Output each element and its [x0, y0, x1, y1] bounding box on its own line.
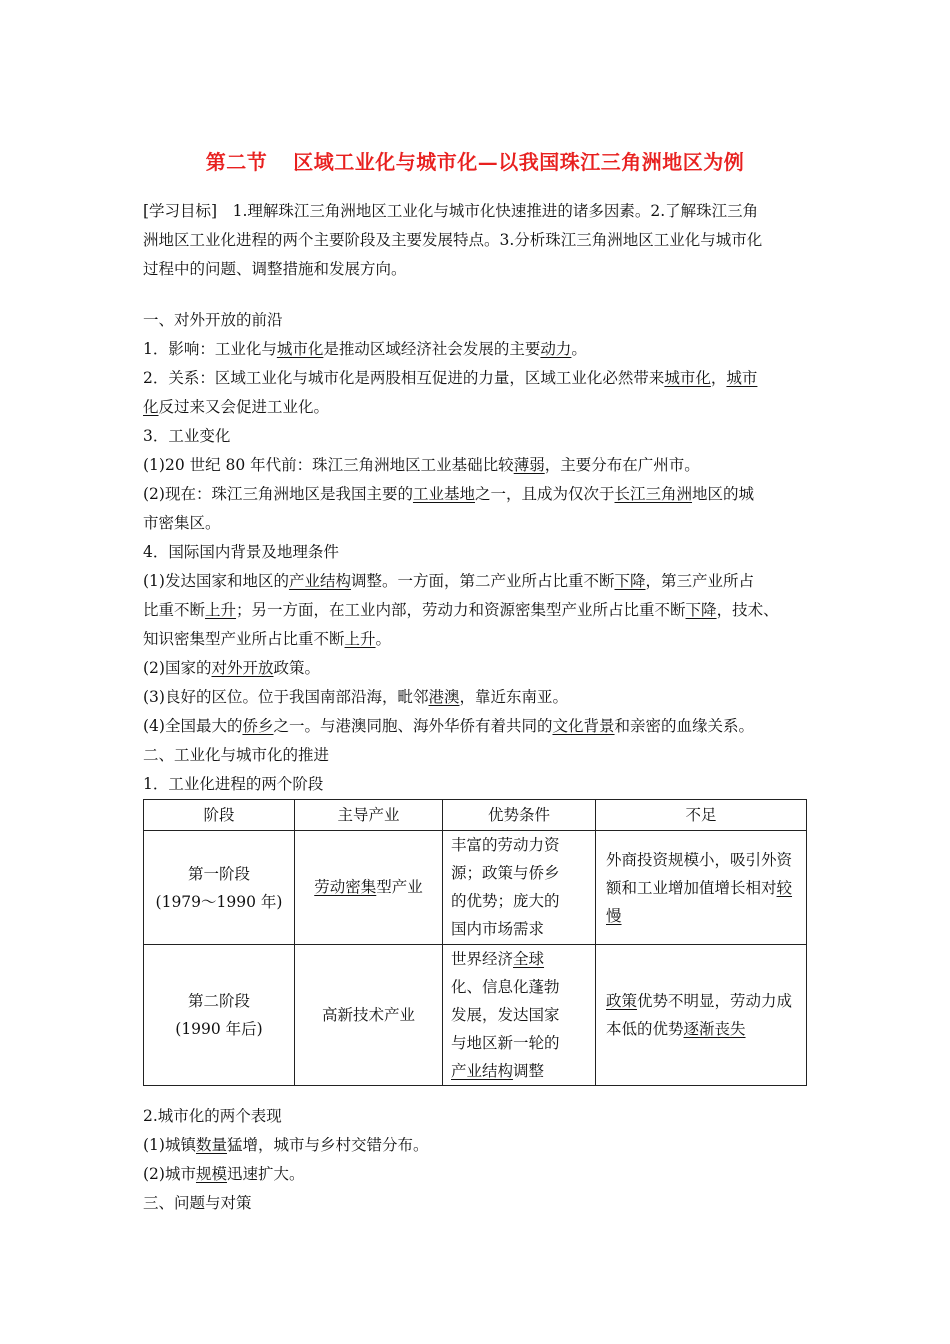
table-header: 主导产业	[295, 800, 443, 831]
blank-answer: 对外开放	[211, 659, 274, 677]
section-number: 第二节	[205, 150, 268, 174]
blank-answer: 逐渐丧失	[683, 1020, 746, 1038]
paragraph-now: (2)现在：珠江三角洲地区是我国主要的工业基地之一，且成为仅次于长江三角洲地区的城	[143, 485, 755, 503]
table-header: 不足	[596, 800, 807, 831]
blank-answer: 文化背景	[552, 717, 615, 735]
table-cell-stage: 第二阶段 (1990 年后)	[144, 945, 295, 1086]
paragraph-relation: 2．关系：区域工业化与城市化是两股相互促进的力量，区域工业化必然带来城市化，城市	[143, 369, 758, 387]
table-header: 优势条件	[443, 800, 596, 831]
blank-answer: 规模	[195, 1165, 227, 1183]
paragraph-bg-3: (3)良好的区位。位于我国南部沿海，毗邻港澳，靠近东南亚。	[143, 688, 568, 706]
paragraph-now-cont: 市密集区。	[143, 514, 221, 532]
blank-answer: 政策	[606, 992, 638, 1010]
blank-answer: 较	[776, 878, 793, 897]
blank-answer: 上升	[344, 630, 376, 648]
objectives-line: [学习目标] 1.理解珠江三角洲地区工业化与城市化快速推进的诸多因素。2.了解珠江三角	[143, 202, 759, 220]
blank-answer: 城市化	[664, 369, 711, 387]
blank-answer: 工业基地	[412, 485, 475, 503]
table-row	[144, 945, 807, 1086]
paragraph-bg-4: (4)全国最大的侨乡之一。与港澳同胞、海外华侨有着共同的文化背景和亲密的血缘关系。	[143, 717, 755, 735]
paragraph-bg-1-cont: 比重不断上升；另一方面，在工业内部，劳动力和资源密集型产业所占比重不断下降，技术、	[143, 601, 779, 619]
blank-answer: 城市化	[276, 340, 324, 358]
blank-answer: 数量	[195, 1136, 227, 1154]
paragraph-bg-1: (1)发达国家和地区的产业结构调整。一方面，第二产业所占比重不断下降，第三产业所占	[143, 572, 755, 590]
objectives-line: 洲地区工业化进程的两个主要阶段及主要发展特点。3.分析珠江三角洲地区工业化与城市化	[143, 231, 763, 249]
paragraph-bg-2: (2)国家的对外开放政策。	[143, 659, 320, 677]
table-row	[144, 831, 807, 945]
heading-s3: 三、问题与对策	[143, 1194, 252, 1212]
paragraph-before-80s: (1)20 世纪 80 年代前：珠江三角洲地区工业基础比较薄弱，主要分布在广州市。	[143, 456, 700, 474]
blank-answer: 侨乡	[242, 717, 274, 735]
stages-table	[143, 799, 807, 1086]
document-body	[143, 197, 813, 1218]
table-cell-advantage: 丰富的劳动力资 源；政策与侨乡 的优势；庞大的 国内市场需求	[443, 831, 596, 945]
blank-answer: 化	[143, 398, 159, 416]
blank-answer: 劳动密集	[314, 878, 377, 896]
paragraph-background: 4．国际国内背景及地理条件	[143, 543, 339, 561]
table-cell-advantage: 世界经济全球 化、信息化蓬勃 发展，发达国家 与地区新一轮的 产业结构调整	[443, 945, 596, 1086]
table-cell-industry: 高新技术产业	[295, 945, 443, 1086]
blank-answer: 薄弱	[513, 456, 545, 474]
blank-answer: 上升	[205, 601, 237, 619]
section-topic: 区域工业化与城市化—以我国珠江三角洲地区为例	[293, 150, 745, 174]
paragraph-bg-1-cont: 知识密集型产业所占比重不断上升。	[143, 630, 392, 648]
objectives-line: 过程中的问题、调整措施和发展方向。	[143, 260, 407, 278]
page-title	[0, 146, 950, 175]
paragraph-influence: 1．影响：工业化与城市化是推动区域经济社会发展的主要动力。	[143, 340, 587, 358]
blank-answer: 下降	[685, 601, 717, 619]
blank-answer: 长江三角洲	[614, 485, 693, 503]
blank-answer: 城市	[726, 369, 758, 387]
paragraph-industry-change: 3．工业变化	[143, 427, 231, 445]
blank-answer: 全球	[513, 950, 545, 968]
paragraph-urbanization: 2.城市化的两个表现	[143, 1107, 282, 1125]
paragraph-relation-cont: 化反过来又会促进工业化。	[143, 398, 330, 416]
table-cell-shortcoming: 外商投资规模小，吸引外资 额和工业增加值增长相对较 慢	[596, 831, 807, 945]
table-header: 阶段	[144, 800, 295, 831]
blank-answer: 慢	[606, 906, 622, 925]
blank-answer: 下降	[614, 572, 646, 590]
paragraph-two-stages: 1．工业化进程的两个阶段	[143, 775, 324, 793]
paragraph-urban-1: (1)城镇数量猛增，城市与乡村交错分布。	[143, 1136, 429, 1154]
blank-answer: 港澳	[428, 688, 460, 706]
table-header-row	[144, 800, 807, 831]
paragraph-urban-2: (2)城市规模迅速扩大。	[143, 1165, 305, 1183]
table-cell-shortcoming: 政策优势不明显，劳动力成 本低的优势逐渐丧失	[596, 945, 807, 1086]
blank-answer: 产业结构	[288, 572, 351, 590]
heading-s1: 一、对外开放的前沿	[143, 311, 283, 329]
heading-s2: 二、工业化与城市化的推进	[143, 746, 330, 764]
blank-answer: 产业结构	[451, 1062, 514, 1080]
blank-answer: 动力	[540, 340, 572, 358]
table-cell-stage: 第一阶段 (1979～1990 年)	[144, 831, 295, 945]
table-cell-industry: 劳动密集型产业	[295, 831, 443, 945]
